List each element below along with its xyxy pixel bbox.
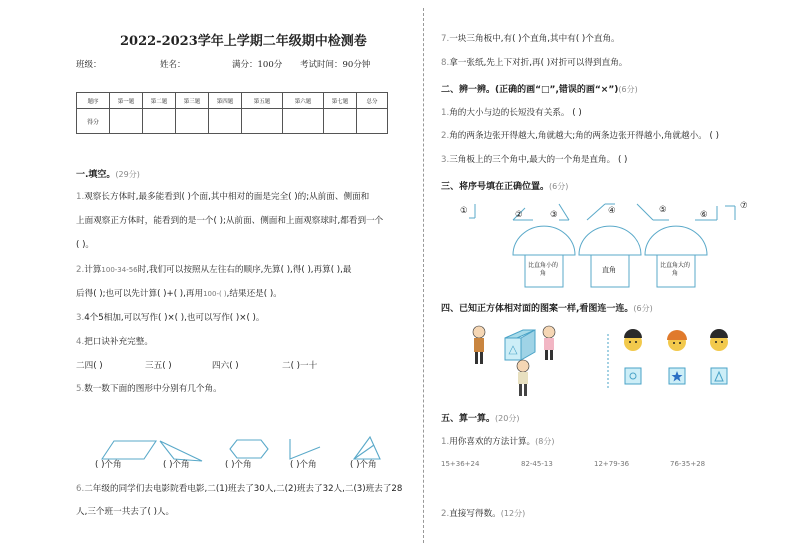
section-3-title: 三、将序号填在正确位置。(6分) [441, 182, 569, 192]
open-angle-figure [290, 439, 320, 459]
class-label: 班级： [76, 60, 102, 70]
angle-7-figure [725, 206, 735, 220]
score-row-label: 得分 [77, 109, 110, 134]
circle-pattern-card [625, 368, 641, 384]
mnemonic-3: 四六( ) [212, 361, 239, 371]
calc-expr-4: 76-35+28 [670, 460, 706, 468]
full-score: 满分：100分 [232, 60, 283, 70]
score-cell [176, 109, 209, 134]
score-header-0: 题序 [77, 93, 110, 109]
angle-figures-row [455, 200, 755, 228]
bin-right [579, 226, 641, 287]
kite-diagonal [354, 445, 374, 459]
boy-face-1 [624, 329, 642, 351]
parallelogram-figure [102, 441, 156, 459]
angle-label-6: ⑥ [700, 210, 708, 220]
score-cell [110, 109, 143, 134]
score-cell [242, 109, 283, 134]
angle-blank-2: ( )个角 [163, 460, 190, 470]
angle-3-figure [559, 204, 569, 220]
score-header-2: 第二题 [143, 93, 176, 109]
angle-blank-3: ( )个角 [225, 460, 252, 470]
question-8: 8.拿一张纸,先上下对折,再( )对折可以得到直角。 [441, 58, 628, 68]
bin-smaller-label: 比直角小的角 [527, 262, 558, 277]
section-2-title: 二、辨一辨。(正确的画“□”,错误的画“×”)(6分) [441, 85, 638, 95]
hexagon-figure [230, 440, 268, 458]
section-4-title: 四、已知正方体相对面的图案一样,看图连一连。(6分) [441, 304, 653, 314]
bin-larger-label: 比直角大的角 [659, 262, 690, 277]
question-6-line-2: 人,三个班一共去了( )人。 [76, 507, 175, 517]
question-1-line-1: 1.观察长方体时,最多能看到( )个面,其中相对的面是完全( )的;从前面、侧面和 [76, 192, 370, 202]
triangle-pattern-card [711, 368, 727, 384]
score-cell [324, 109, 357, 134]
page-divider [423, 8, 424, 543]
judge-3: 3.三角板上的三个角中,最大的一个角是直角。 ( ) [441, 155, 628, 165]
exam-time: 考试时间：90分钟 [300, 60, 371, 70]
triangle-figure [160, 441, 202, 461]
question-4: 4.把口诀补充完整。 [76, 337, 153, 347]
score-header-1: 第一题 [110, 93, 143, 109]
mnemonic-1: 二四( ) [76, 361, 103, 371]
judge-2: 2.角的两条边张开得越大,角就越大;角的两条边张开得越小,角就越小。 ( ) [441, 131, 719, 141]
score-cell [143, 109, 176, 134]
child-bottom-figure [517, 360, 529, 396]
question-3: 3.4个5相加,可以写作( )×( ),也可以写作( )×( )。 [76, 313, 265, 323]
score-header-3: 第三题 [176, 93, 209, 109]
judge-1: 1.角的大小与边的长短没有关系。 ( ) [441, 108, 582, 118]
angle-label-7: ⑦ [740, 201, 748, 211]
child-left-figure [473, 326, 485, 364]
calc-1-title: 1.用你喜欢的方法计算。(8分) [441, 437, 555, 447]
mnemonic-2: 三五( ) [145, 361, 172, 371]
question-1-line-3: ( )。 [76, 240, 95, 250]
section-5-title: 五、算一算。(20分) [441, 414, 520, 424]
calc-expr-3: 12+79-36 [594, 460, 630, 468]
calc-expr-2: 82-45-13 [521, 460, 553, 468]
question-7: 7.一块三角板中,有( )个直角,其中有( )个直角。 [441, 34, 620, 44]
question-6-line-1: 6.二年级的同学们去电影院看电影,二(1)班去了30人,二(2)班去了32人,二(3)班去了28 [76, 484, 403, 494]
angle-label-4: ④ [608, 206, 616, 216]
angle-label-1: ① [460, 206, 468, 216]
angle-label-5: ⑤ [659, 205, 667, 215]
score-header-5: 第五题 [242, 93, 283, 109]
calc-2-title: 2.直接写得数。(12分) [441, 509, 526, 519]
angle-blank-1: ( )个角 [95, 460, 122, 470]
score-header-6: 第六题 [283, 93, 324, 109]
angle-1-figure [469, 204, 475, 218]
girl-face [667, 330, 687, 351]
question-1-line-2: 上面观察正方体时，能看到的是一个( );从前面、侧面和上面观察球时,都看到一个 [76, 216, 384, 226]
child-right-figure [543, 326, 555, 360]
score-header-4: 第四题 [209, 93, 242, 109]
score-cell [209, 109, 242, 134]
angle-label-3: ③ [550, 210, 558, 220]
question-2-line-1: 2.计算100-34-56时,我们可以按照从左往右的顺序,先算( ),得( ),再算( ),最 [76, 265, 352, 275]
score-header-7: 第七题 [324, 93, 357, 109]
question-5: 5.数一数下面的图形中分别有几个角。 [76, 384, 222, 394]
boy-face-2 [710, 329, 728, 351]
question-2-line-2: 后得( );也可以先计算( )+( ),再用100-( ),结果还是( )。 [76, 289, 282, 299]
angle-sort-bins [505, 225, 765, 290]
name-label: 姓名： [160, 60, 186, 70]
angle-label-2: ② [515, 210, 523, 220]
cube-matching-illustration [465, 318, 765, 400]
score-table [76, 92, 388, 134]
star-pattern-card [669, 368, 685, 384]
cube-figure [505, 330, 535, 360]
score-header-8: 总分 [357, 93, 388, 109]
score-cell [283, 109, 324, 134]
exam-title: 2022-2023学年上学期二年级期中检测卷 [120, 34, 367, 49]
mnemonic-4: 二( )一十 [282, 361, 318, 371]
bin-right-label: 直角 [602, 266, 616, 274]
section-1-title: 一.填空。(29分) [76, 170, 140, 180]
angle-blank-4: ( )个角 [290, 460, 317, 470]
angle-blank-5: ( )个角 [350, 460, 377, 470]
calc-expr-1: 15+36+24 [441, 460, 480, 468]
score-cell [357, 109, 388, 134]
